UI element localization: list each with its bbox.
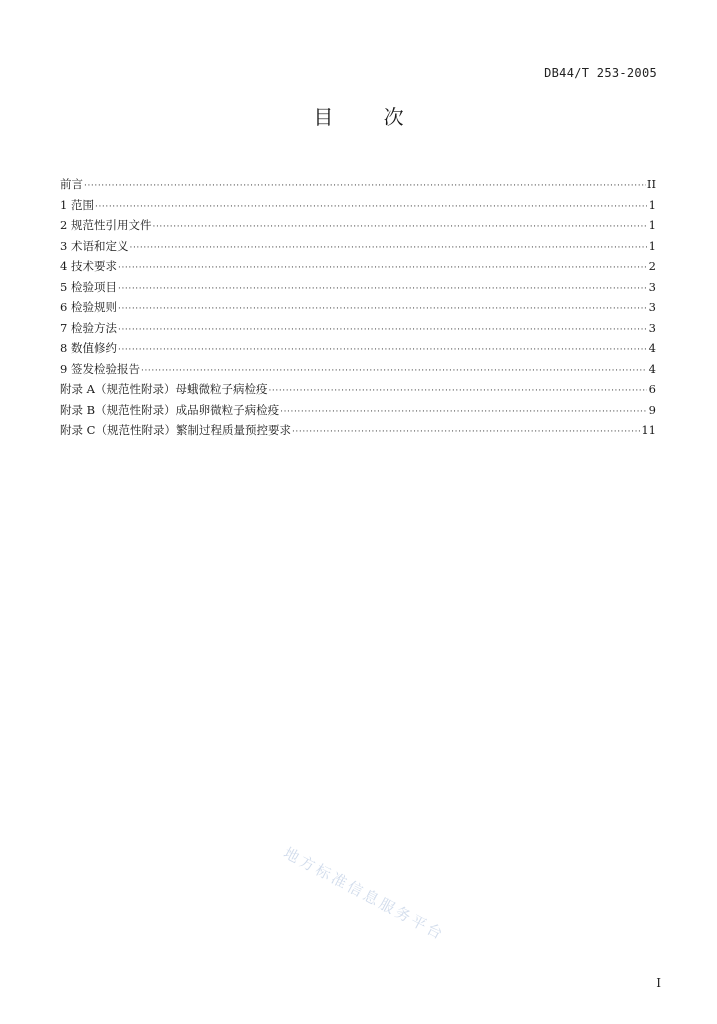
toc-entry-page: II: [646, 177, 656, 191]
toc-entry-annex-a[interactable]: [60, 379, 656, 400]
toc-leader-dots: [129, 238, 647, 259]
toc-entry-label: 附录 A（规范性附录）母蛾微粒子病检疫: [60, 382, 268, 396]
toc-entry-page: 4: [648, 341, 656, 355]
toc-entry-inspection-items[interactable]: [60, 277, 656, 298]
toc-entry-inspection-report[interactable]: [60, 359, 656, 380]
toc-entry-page: 1: [648, 197, 656, 212]
toc-entry-foreword[interactable]: [60, 174, 656, 195]
toc-leader-dots: [95, 197, 647, 218]
toc-entry-annex-b[interactable]: [60, 400, 656, 421]
toc-entry-page: 1: [648, 218, 656, 232]
toc-entry-inspection-rules[interactable]: [60, 297, 656, 318]
toc-entry-label: 1 范围: [60, 197, 94, 212]
toc-entry-page: 3: [648, 279, 656, 294]
toc-entry-label: 9 签发检验报告: [60, 361, 140, 376]
toc-leader-dots: [268, 381, 647, 402]
toc-leader-dots: [118, 279, 647, 300]
toc-entry-terms-definitions[interactable]: [60, 236, 656, 257]
page-number: I: [656, 976, 661, 990]
toc-entry-scope[interactable]: [60, 195, 656, 216]
toc-entry-label: 7 检验方法: [60, 320, 117, 335]
toc-leader-dots: [118, 258, 647, 279]
page-title: 目 次: [313, 105, 426, 129]
toc-leader-dots: [152, 217, 647, 238]
toc-entry-label: 3 术语和定义: [60, 238, 129, 253]
toc-entry-label: 4 技术要求: [60, 259, 117, 273]
toc-entry-label: 6 检验规则: [60, 300, 117, 314]
toc-entry-page: 3: [648, 300, 656, 314]
toc-entry-annex-c[interactable]: [60, 420, 656, 441]
toc-entry-label: 附录 B（规范性附录）成品卵微粒子病检疫: [60, 402, 280, 417]
toc-leader-dots: [280, 402, 647, 423]
toc-entry-page: 4: [648, 361, 656, 376]
toc-entry-label: 2 规范性引用文件: [60, 218, 152, 232]
toc-entry-page: 1: [648, 238, 656, 253]
toc-entry-label: 8 数值修约: [60, 341, 117, 355]
toc-entry-inspection-methods[interactable]: [60, 318, 656, 339]
table-of-contents: [60, 174, 656, 441]
toc-entry-page: 11: [641, 423, 656, 437]
toc-entry-normative-references[interactable]: [60, 215, 656, 236]
toc-entry-page: 2: [648, 259, 656, 273]
toc-entry-rounding-off[interactable]: [60, 338, 656, 359]
toc-entry-label: 前言: [60, 177, 83, 191]
toc-entry-label: 附录 C（规范性附录）繁制过程质量预控要求: [60, 423, 291, 437]
toc-leader-dots: [118, 320, 647, 341]
toc-leader-dots: [118, 340, 647, 361]
toc-leader-dots: [292, 422, 640, 443]
toc-leader-dots: [118, 299, 647, 320]
toc-entry-page: 9: [648, 402, 656, 417]
document-code: DB44/T 253-2005: [544, 66, 657, 80]
toc-entry-label: 5 检验项目: [60, 279, 117, 294]
toc-leader-dots: [141, 361, 647, 382]
toc-entry-technical-requirements[interactable]: [60, 256, 656, 277]
watermark: 地方标准信息服务平台: [280, 843, 449, 945]
toc-entry-page: 6: [648, 382, 656, 396]
toc-leader-dots: [84, 176, 646, 197]
toc-entry-page: 3: [648, 320, 656, 335]
